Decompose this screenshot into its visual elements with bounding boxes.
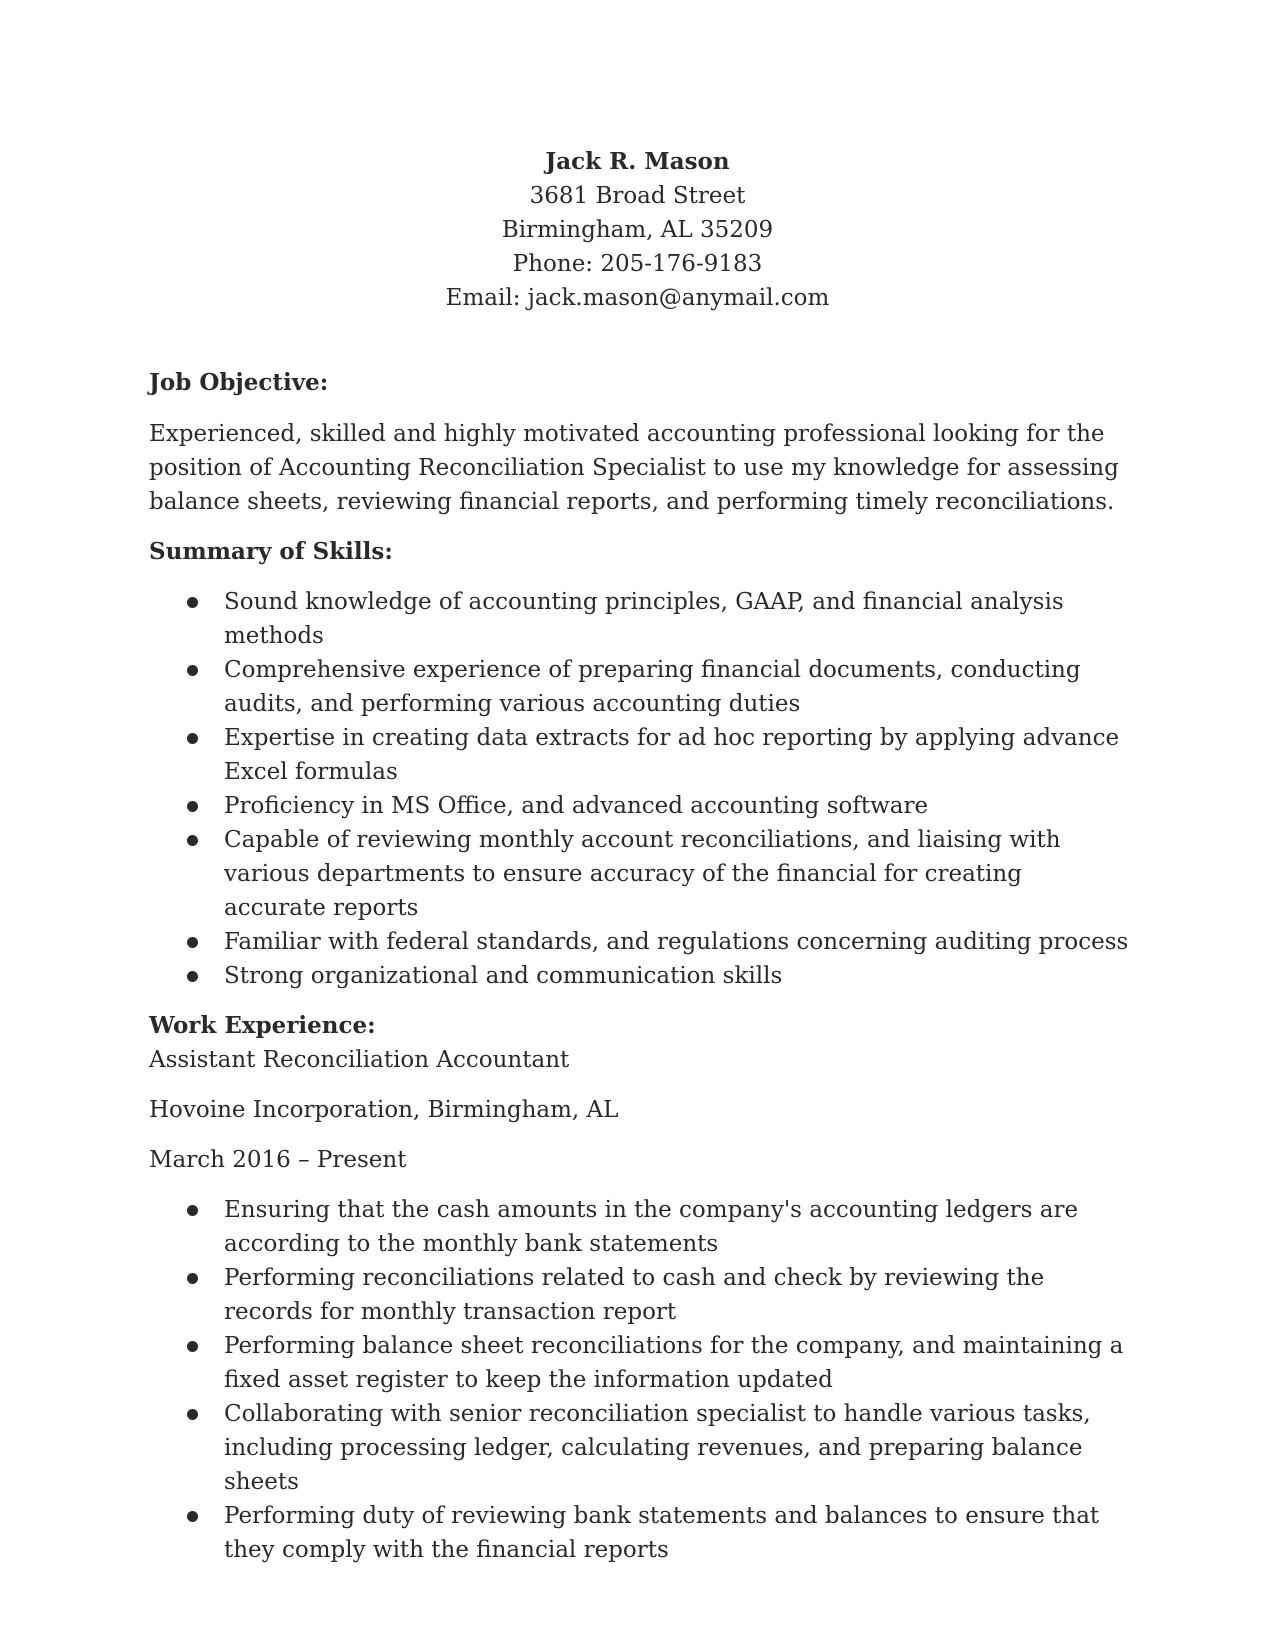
job-title: Assistant Reconciliation Accountant (149, 1047, 570, 1073)
list-item (149, 1499, 1129, 1567)
list-item (149, 823, 1129, 925)
experience-list (149, 1193, 1129, 1567)
list-item (149, 959, 1129, 993)
bullet-icon (187, 1273, 198, 1284)
duty-text: Collaborating with senior reconciliation specialist to handle various tasks, including processing ledger, calculating revenues, and preparing balance sheets (224, 1401, 1091, 1495)
duty-text: Ensuring that the cash amounts in the company's accounting ledgers are according to the monthly bank statements (224, 1197, 1079, 1257)
contact-header (0, 145, 1275, 315)
bullet-icon (187, 835, 198, 846)
skills-heading: Summary of Skills: (149, 538, 393, 565)
street-address: 3681 Broad Street (529, 183, 746, 209)
skill-text: Familiar with federal standards, and regulations concerning auditing process (224, 929, 1129, 955)
bullet-icon (187, 971, 198, 982)
bullet-icon (187, 597, 198, 608)
list-item (149, 721, 1129, 789)
skill-text: Expertise in creating data extracts for ad hoc reporting by applying advance Excel formulas (224, 725, 1120, 785)
list-item (149, 653, 1129, 721)
experience-heading: Work Experience: (149, 1012, 376, 1039)
list-item (149, 925, 1129, 959)
list-item (149, 1261, 1129, 1329)
duty-text: Performing duty of reviewing bank statements and balances to ensure that they comply with the financial reports (224, 1503, 1100, 1563)
objective-heading: Job Objective: (149, 369, 329, 396)
skill-text: Sound knowledge of accounting principles, GAAP, and financial analysis methods (224, 589, 1064, 649)
bullet-icon (187, 1205, 198, 1216)
bullet-icon (187, 1511, 198, 1522)
bullet-icon (187, 733, 198, 744)
bullet-icon (187, 937, 198, 948)
skill-text: Proficiency in MS Office, and advanced accounting software (224, 793, 929, 819)
phone-number: Phone: 205-176-9183 (512, 251, 763, 277)
skill-text: Strong organizational and communication skills (224, 963, 783, 989)
bullet-icon (187, 665, 198, 676)
email-address: Email: jack.mason@anymail.com (445, 285, 830, 311)
resume-body (149, 366, 1129, 1567)
skill-text: Comprehensive experience of preparing financial documents, conducting audits, and performing various accounting duties (224, 657, 1081, 717)
duty-text: Performing reconciliations related to cash and check by reviewing the records for monthly transaction report (224, 1265, 1045, 1325)
list-item (149, 1397, 1129, 1499)
applicant-name: Jack R. Mason (545, 148, 730, 175)
list-item (149, 1193, 1129, 1261)
list-item (149, 1329, 1129, 1397)
skills-list (149, 585, 1129, 993)
list-item (149, 585, 1129, 653)
list-item (149, 789, 1129, 823)
company-name: Hovoine Incorporation, Birmingham, AL (149, 1097, 619, 1123)
skill-text: Capable of reviewing monthly account reconciliations, and liaising with various departments to ensure accuracy of the financial for creating accurate reports (224, 827, 1061, 921)
bullet-icon (187, 801, 198, 812)
objective-text: Experienced, skilled and highly motivated accounting professional looking for the position of Accounting Reconciliation Specialist to use my knowledge for assessing balance sheets, reviewing financial reports, and performing timely reconciliations. (149, 421, 1119, 515)
duty-text: Performing balance sheet reconciliations for the company, and maintaining a fixed asset register to keep the information updated (224, 1333, 1124, 1393)
city-state-zip: Birmingham, AL 35209 (501, 217, 774, 243)
bullet-icon (187, 1341, 198, 1352)
bullet-icon (187, 1409, 198, 1420)
employment-dates: March 2016 – Present (149, 1147, 407, 1173)
